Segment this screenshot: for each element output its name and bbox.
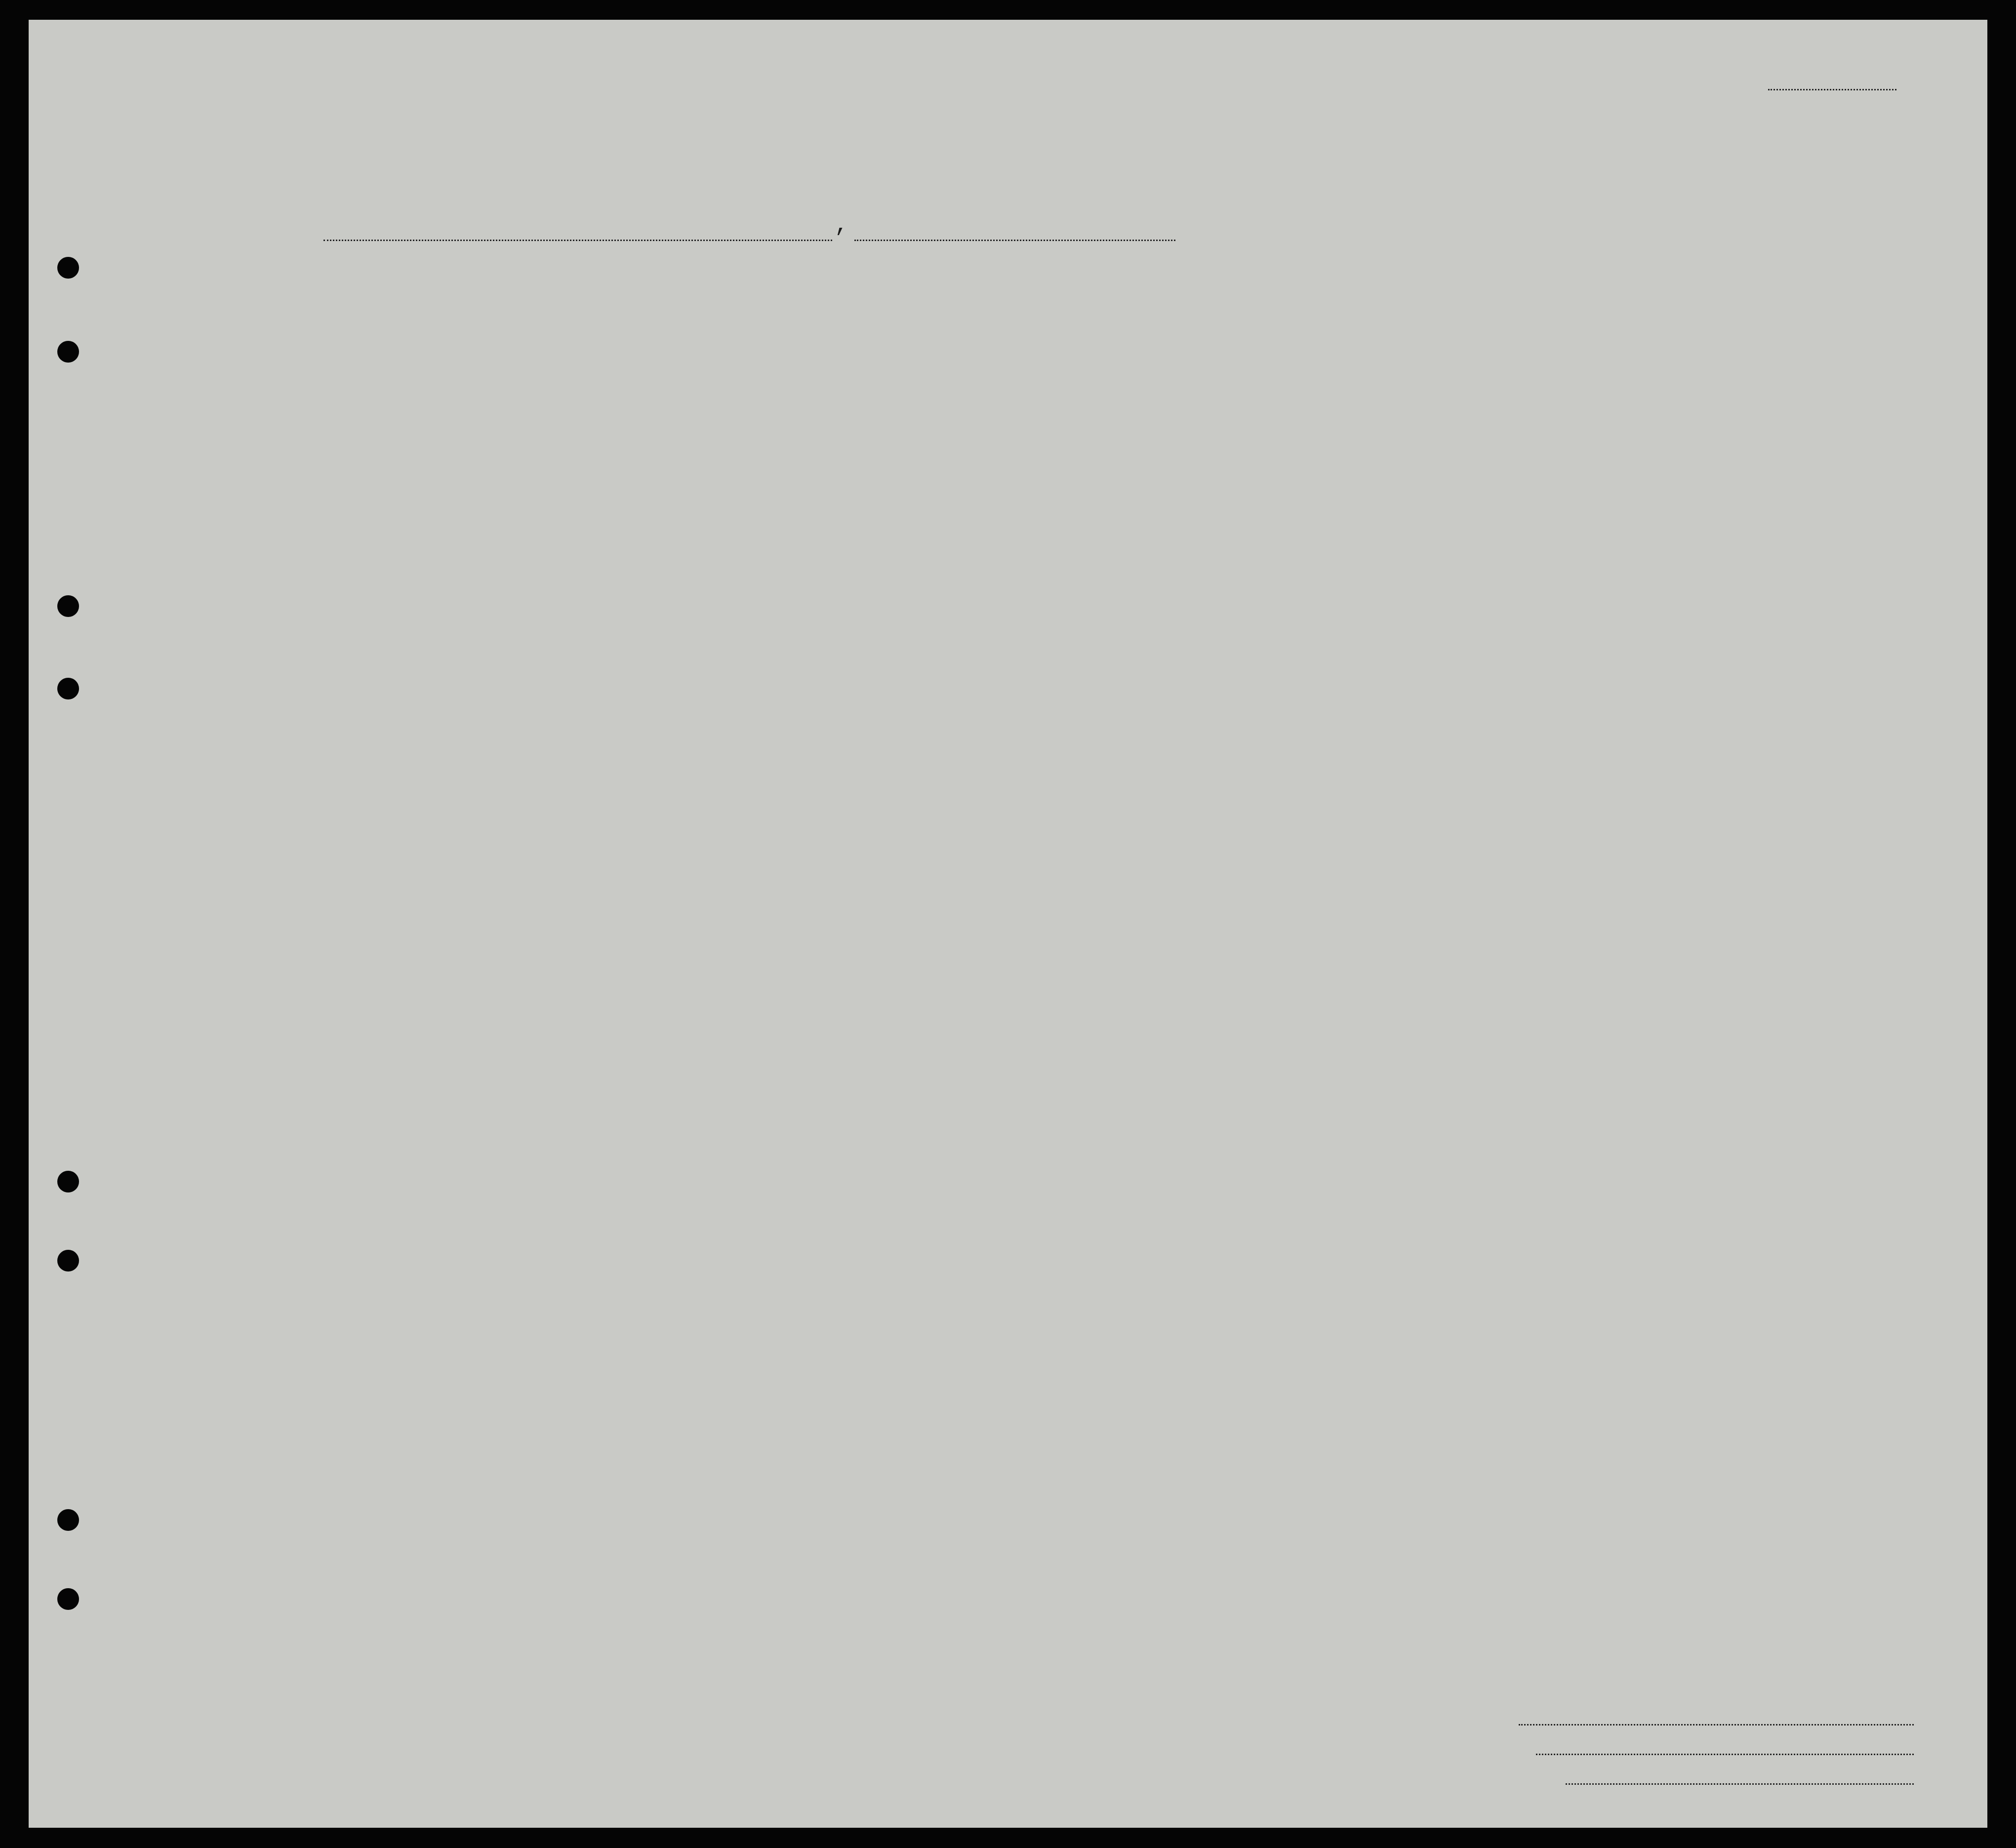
col28-header [1363, 321, 1417, 445]
col21-header [690, 306, 715, 445]
col29-header [1415, 321, 1453, 445]
col31-header [1486, 321, 1505, 445]
col19-header [558, 306, 584, 445]
col27-header [1336, 321, 1356, 445]
col24-citizen [1215, 326, 1240, 440]
col25-header [1267, 321, 1298, 445]
col26-header [1309, 321, 1329, 445]
col24-length [1185, 326, 1210, 440]
owners-field [1536, 1754, 1914, 1755]
col30-header [1459, 321, 1479, 445]
comma: , [835, 212, 848, 238]
col34-feet [1626, 395, 1641, 435]
line-field [1519, 1724, 1914, 1725]
local-agents-field [1566, 1783, 1914, 1785]
col34-inches [1650, 395, 1664, 435]
col24-return [1153, 326, 1182, 440]
